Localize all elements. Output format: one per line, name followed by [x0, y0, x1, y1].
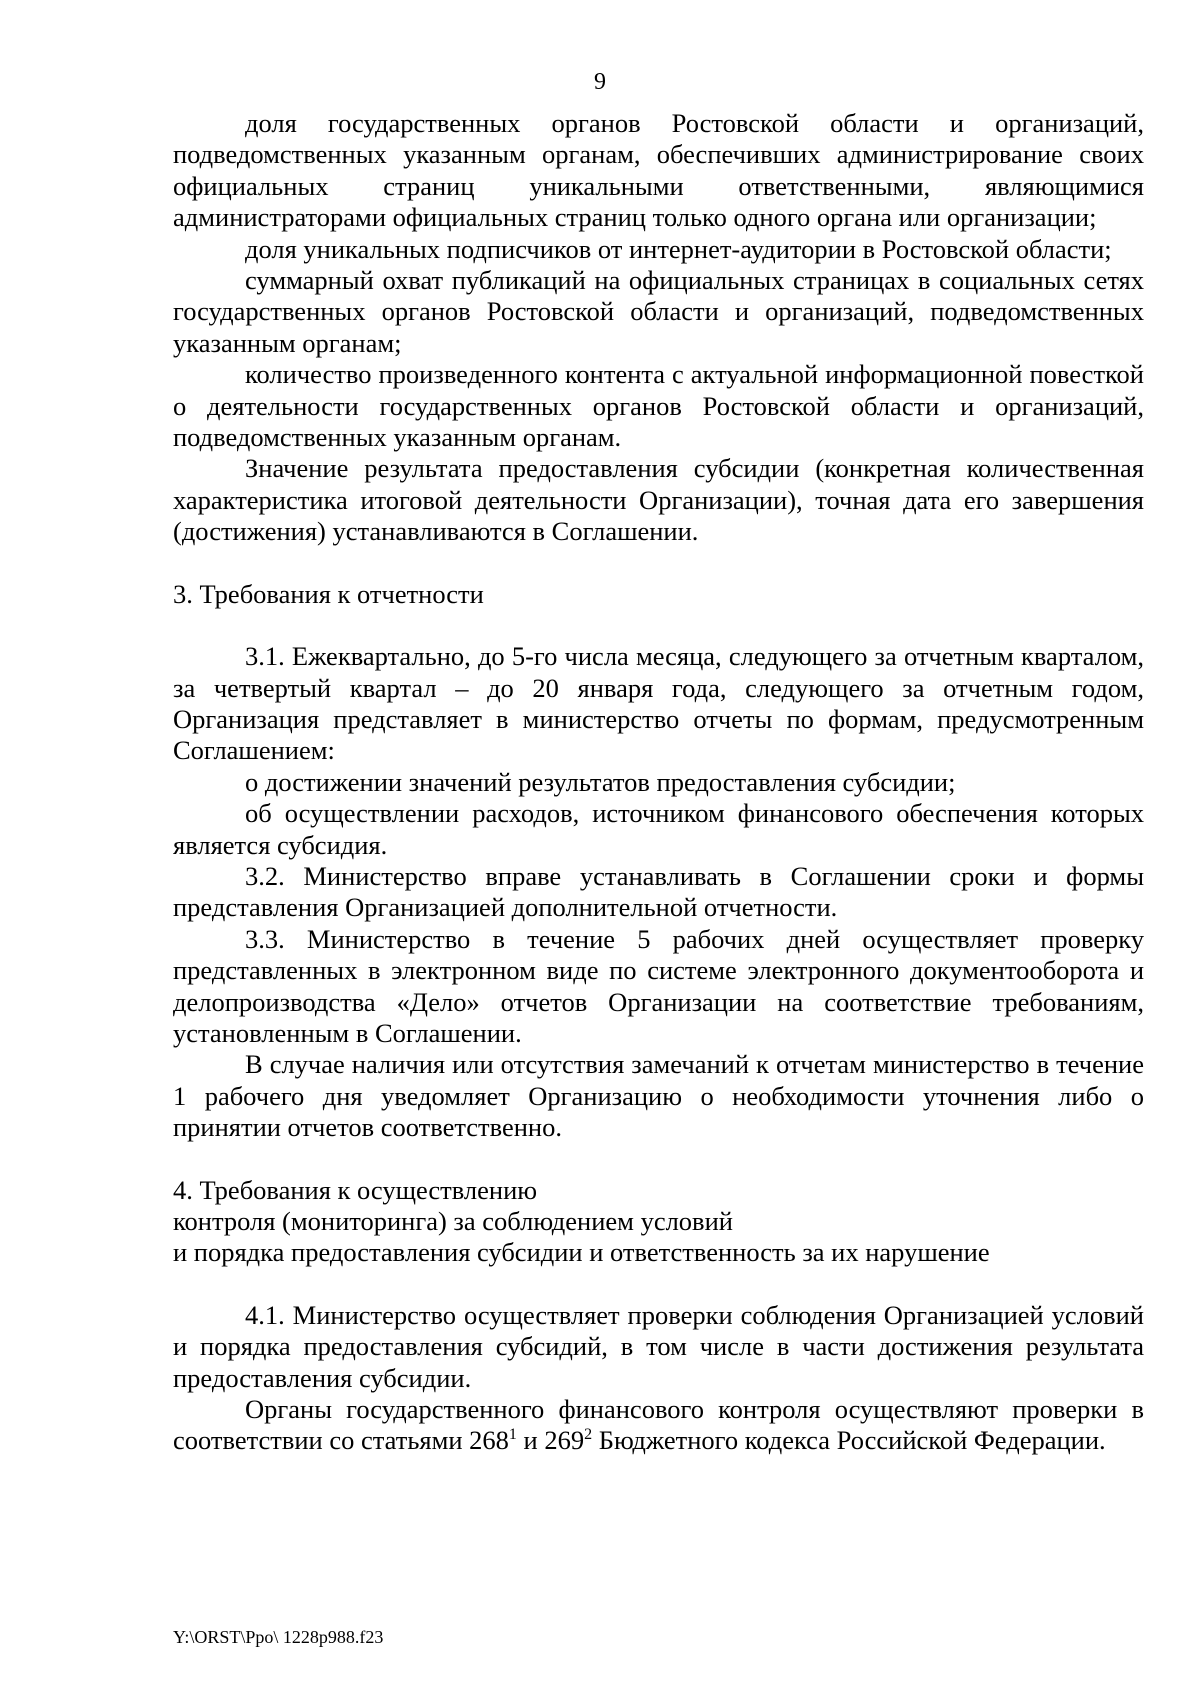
- spacer: [173, 1269, 1144, 1300]
- paragraph: суммарный охват публикаций на официальных страницах в социальных сетях государственных органов Ростовской области и организаций, подведомственных указанным органам;: [173, 265, 1144, 358]
- paragraph: количество произведенного контента с актуальной информационной повесткой о деятельности государственных органов Ростовской области и организаций, подведомственных указанным органам.: [173, 359, 1144, 453]
- text-fragment: Бюджетного кодекса Российской Федерации.: [592, 1425, 1106, 1456]
- superscript: 2: [584, 1426, 593, 1444]
- paragraph: доля государственных органов Ростовской области и организаций, подведомственных указанным органам, обеспечивших администрирование своих официальных страниц уникальными ответственными, являющимися администраторами официальных страниц только одного органа или организации;: [173, 108, 1144, 233]
- spacer: [173, 548, 1144, 579]
- paragraph: о достижении значений результатов предоставления субсидии;: [245, 766, 956, 797]
- paragraph: доля уникальных подписчиков от интернет-аудитории в Ростовской области;: [245, 233, 1112, 264]
- file-path-footer: Y:\ORST\Ppo\ 1228p988.f23: [173, 1627, 384, 1647]
- paragraph: об осуществлении расходов, источником финансового обеспечения которых является субсидия.: [173, 798, 1144, 860]
- spacer: [173, 1144, 1144, 1175]
- paragraph: Значение результата предоставления субсидии (конкретная количественная характеристика итоговой деятельности Организации), точная дата его завершения (достижения) устанавливаются в Соглашении.: [173, 453, 1144, 547]
- heading-line: контроля (мониторинга) за соблюдением условий: [173, 1206, 733, 1236]
- paragraph-with-footnote-refs: [173, 1394, 1144, 1457]
- heading-line: 4. Требования к осуществлению: [173, 1174, 538, 1205]
- page-number: 9: [594, 69, 606, 95]
- document-body: [173, 108, 1144, 1457]
- text-fragment: и 269: [516, 1425, 585, 1456]
- text-fragment: Органы государственного финансового контроля осуществляют проверки в соответствии со статьями 268: [173, 1394, 1144, 1456]
- paragraph: 3.2. Министерство вправе устанавливать в Соглашении сроки и формы представления Организацией дополнительной отчетности.: [173, 860, 1144, 923]
- paragraph: 4.1. Министерство осуществляет проверки соблюдения Организацией условий и порядка предоставления субсидий, в том числе в части достижения результата предоставления субсидии.: [173, 1299, 1144, 1393]
- paragraph: 3.1. Ежеквартально, до 5-го числа месяца, следующего за отчетным кварталом, за четвертый квартал – до 20 января года, следующего за отчетным годом, Организация представляет в министерство отчеты по формам, предусмотренным Соглашением:: [173, 641, 1144, 766]
- paragraph: 3.3. Министерство в течение 5 рабочих дней осуществляет проверку представленных в электронном виде по системе электронного документооборота и делопроизводства «Дело» отчетов Организации на соответствие требованиям, установленным в Соглашении.: [173, 923, 1144, 1048]
- heading-line: и порядка предоставления субсидии и ответственность за их нарушение: [173, 1237, 990, 1268]
- spacer: [173, 610, 1144, 641]
- paragraph: В случае наличия или отсутствия замечаний к отчетам министерство в течение 1 рабочего дня уведомляет Организацию о необходимости уточнения либо о принятии отчетов соответственно.: [173, 1049, 1144, 1143]
- section-4-heading: [173, 1175, 1144, 1269]
- section-3-heading: 3. Требования к отчетности: [173, 578, 484, 609]
- superscript: 1: [508, 1426, 517, 1444]
